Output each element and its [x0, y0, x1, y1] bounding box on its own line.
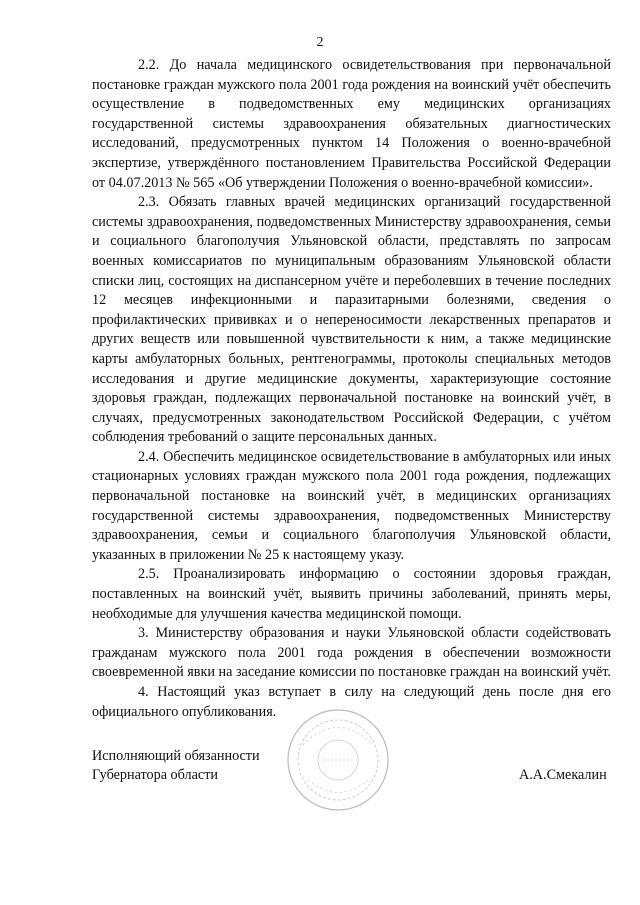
paragraph-2-3: 2.3. Обязать главных врачей медицинских организаций государственной системы здравоохранения, подведомственных Министерству здравоохранения, семьи и социального благополучия Ульяновской области, представлять по запросам военных комиссариатов по муниципальным образованиям Ульяновской области списки лиц, состоящих на диспансерном учёте и переболевших в течение последних 12 месяцев инфекционными и паразитарными болезнями, сведения о профилактических прививках и о непереносимости лекарственных препаратов и других веществ или повышенной чувствительности к ним, а также медицинские карты амбулаторных больных, рентгенограммы, протоколы специальных методов исследования и другие медицинские документы, характеризующие состояние здоровья граждан, подлежащих первоначальной постановке на воинский учёт, в случаях, предусмотренных законодательством Российской Федерации, с учётом соблюдения требований о защите персональных данных. — [92, 194, 611, 446]
paragraph-4: 4. Настоящий указ вступает в силу на следующий день после дня его официального опубликования. — [92, 684, 611, 720]
document-body — [92, 56, 611, 722]
signatory-title-line-1: Исполняющий обязанности — [92, 748, 260, 764]
signatory-title — [92, 747, 260, 785]
signatory-title-line-2: Губернатора области — [92, 767, 218, 783]
paragraph-2-5: 2.5. Проанализировать информацию о состоянии здоровья граждан, поставленных на воинский учёт, выявить причины заболеваний, принять меры, необходимые для улучшения качества медицинской помощи. — [92, 566, 611, 622]
paragraph-3: 3. Министерству образования и науки Ульяновской области содействовать гражданам мужского пола 2001 года рождения в обеспечении возможности своевременной явки на заседание комиссии по постановке граждан на воинский учёт. — [92, 625, 611, 681]
paragraph-2-4: 2.4. Обеспечить медицинское освидетельствование в амбулаторных или иных стационарных условиях граждан мужского пола 2001 года рождения, подлежащих первоначальной постановке на воинский учёт, в медицинских организациях государственной системы здравоохранения, подведомственных Министерству здравоохранения, семьи и социального благополучия Ульяновской области, указанных в приложении № 25 к настоящему указу. — [92, 448, 611, 563]
paragraph-2-2: 2.2. До начала медицинского освидетельствования при первоначальной постановке граждан мужского пола 2001 года рождения на воинский учёт обеспечить осуществление в подведомственных ему медицинских организациях государственной системы здравоохранения обязательных диагностических исследований, предусмотренных пунктом 14 Положения о военно-врачебной экспертизе, утверждённого постановлением Правительства Российской Федерации от 04.07.2013 № 565 «Об утверждении Положения о военно-врачебной комиссии». — [92, 57, 611, 191]
official-seal-stamp — [283, 705, 393, 815]
signatory-name: А.А.Смекалин — [519, 767, 607, 783]
page-number: 2 — [316, 35, 324, 50]
